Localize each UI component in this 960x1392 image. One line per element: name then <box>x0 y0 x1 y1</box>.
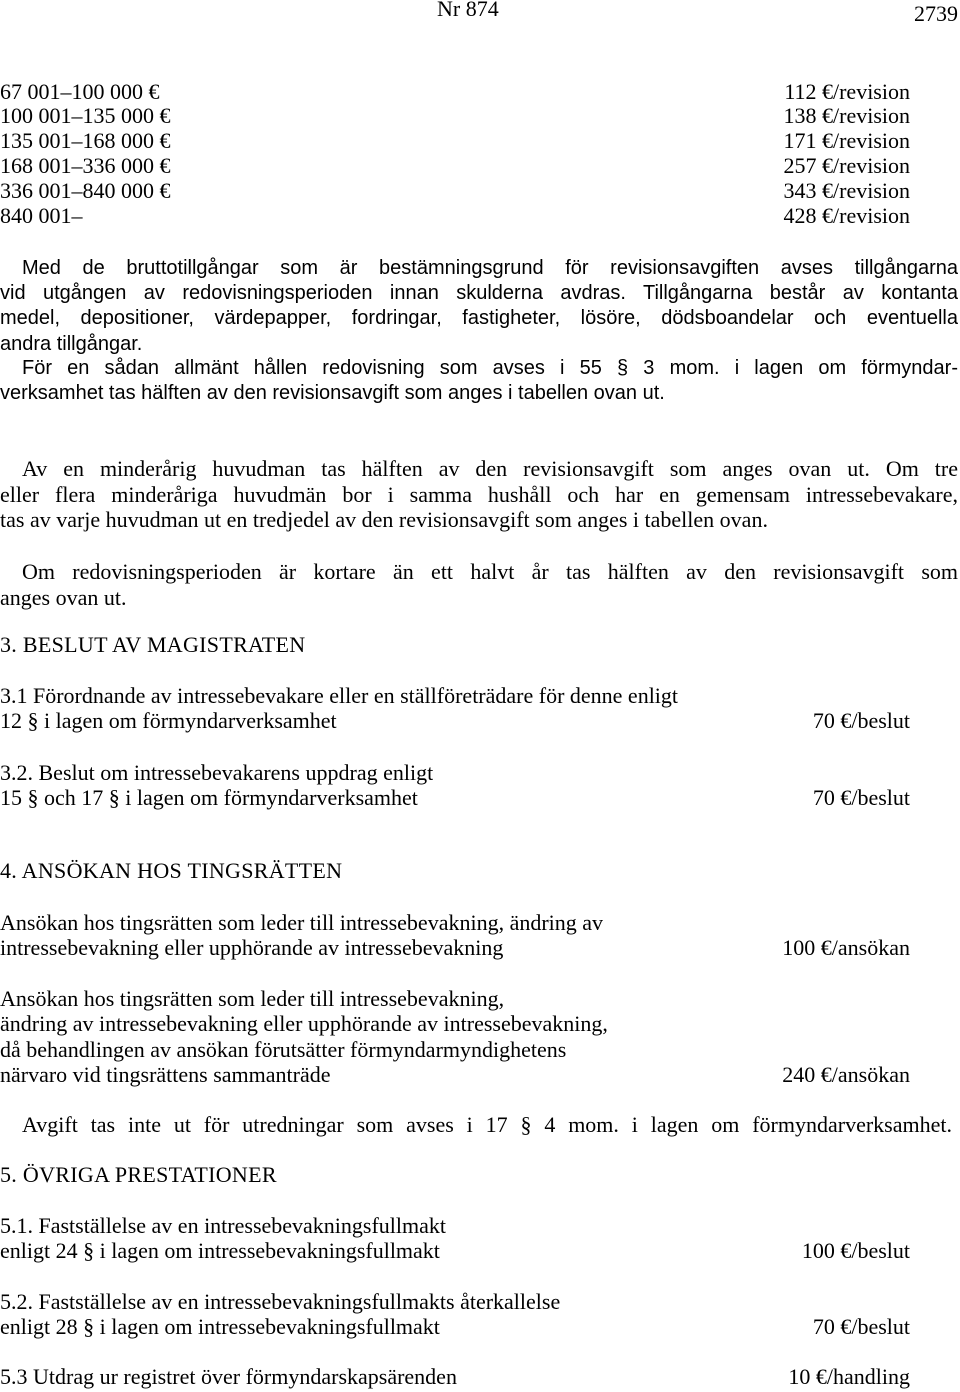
fee-table-row <box>0 203 960 229</box>
item-text-line: enligt 28 § i lagen om intressebevakningsfullmakt <box>0 1314 440 1339</box>
item-text-line: närvaro vid tingsrättens sammanträde <box>0 1062 331 1087</box>
fee-row <box>0 1062 960 1088</box>
fee-table-row <box>0 178 960 204</box>
item-text-line: 5.2. Fastställelse av en intressebevakningsfullmakts återkallelse <box>0 1289 561 1314</box>
fee-table-row <box>0 153 960 179</box>
minor-principal-line-1: Av en minderårig huvudman tas hälften av den revisionsavgift som anges ovan ut. Om tre <box>22 456 958 481</box>
revision-fee: 428 €/revision <box>783 203 910 228</box>
revision-fee: 171 €/revision <box>783 128 910 153</box>
fee-row <box>0 935 960 961</box>
item-text-line: då behandlingen av ansökan förutsätter förmyndarmyndighetens <box>0 1037 567 1062</box>
short-period-line-1: Om redovisningsperioden är kortare än ett halvt år tas hälften av den revisionsavgift som <box>22 559 958 584</box>
page-number: 2739 <box>914 1 958 26</box>
fee-amount: 100 €/ansökan <box>782 935 910 960</box>
fee-amount: 10 €/handling <box>788 1364 910 1389</box>
item-text-line: ändring av intressebevakning eller upphörande av intressebevakning, <box>0 1011 608 1036</box>
fee-amount: 240 €/ansökan <box>782 1062 910 1087</box>
fee-row <box>0 1238 960 1264</box>
fee-row <box>0 1364 960 1390</box>
gross-assets-line-1: Med de bruttotillgångar som är bestämningsgrund för revisionsavgiften avses tillgångarna <box>22 257 958 279</box>
revision-fee: 112 €/revision <box>784 79 910 104</box>
section-note: Avgift tas inte ut för utredningar som avses i 17 § 4 mom. i lagen om förmyndarverksamhet. <box>22 1112 952 1137</box>
item-text-line: 15 § och 17 § i lagen om förmyndarverksamhet <box>0 785 418 810</box>
item-text-line: Ansökan hos tingsrätten som leder till intressebevakning, <box>0 986 505 1011</box>
section-heading: 4. ANSÖKAN HOS TINGSRÄTTEN <box>0 858 343 883</box>
fee-row <box>0 785 960 811</box>
item-text-line: intressebevakning eller upphörande av intressebevakning <box>0 935 504 960</box>
minor-principal-line-3: tas av varje huvudman ut en tredjedel av den revisionsavgift som anges i tabellen ovan. <box>0 507 768 532</box>
fee-amount: 70 €/beslut <box>812 708 910 733</box>
asset-range: 135 001–168 000 € <box>0 128 171 153</box>
fee-table-row <box>0 128 960 154</box>
asset-range: 336 001–840 000 € <box>0 178 171 203</box>
fee-table-row <box>0 103 960 129</box>
section-heading: 5. ÖVRIGA PRESTATIONER <box>0 1162 277 1187</box>
revision-fee: 343 €/revision <box>783 178 910 203</box>
item-text-line: 3.2. Beslut om intressebevakarens uppdrag enligt <box>0 760 434 785</box>
fee-row <box>0 1314 960 1340</box>
item-text-line: Ansökan hos tingsrätten som leder till intressebevakning, ändring av <box>0 910 604 935</box>
fee-row <box>0 708 960 734</box>
item-text-line: 3.1 Förordnande av intressebevakare eller en ställföreträdare för denne enligt <box>0 683 679 708</box>
minor-principal-line-2: eller flera minderåriga huvudmän bor i samma hushåll och har en gemensam intressebevakare, <box>0 482 958 507</box>
asset-range: 840 001– <box>0 203 83 228</box>
gross-assets-line-3: medel, depositioner, värdepapper, fordringar, fastigheter, lösöre, dödsboandelar och eventuella <box>0 307 958 329</box>
asset-range: 100 001–135 000 € <box>0 103 171 128</box>
general-account-line-2: verksamhet tas hälften av den revisionsavgift som anges i tabellen ovan ut. <box>0 382 665 404</box>
section-heading: 3. BESLUT AV MAGISTRATEN <box>0 632 306 657</box>
fee-amount: 70 €/beslut <box>812 1314 910 1339</box>
revision-fee: 138 €/revision <box>783 103 910 128</box>
gross-assets-line-4: andra tillgångar. <box>0 333 143 355</box>
general-account-line-1: För en sådan allmänt hållen redovisning som avses i 55 § 3 mom. i lagen om förmyndar- <box>22 357 958 379</box>
fee-amount: 70 €/beslut <box>812 785 910 810</box>
asset-range: 67 001–100 000 € <box>0 79 160 104</box>
item-text-line: 5.1. Fastställelse av en intressebevakningsfullmakt <box>0 1213 447 1238</box>
fee-amount: 100 €/beslut <box>801 1238 910 1263</box>
short-period-line-2: anges ovan ut. <box>0 585 127 610</box>
fee-table-row <box>0 79 960 105</box>
document-number: Nr 874 <box>437 0 499 21</box>
item-text-line: 5.3 Utdrag ur registret över förmyndarskapsärenden <box>0 1364 457 1389</box>
item-text-line: 12 § i lagen om förmyndarverksamhet <box>0 708 337 733</box>
item-text-line: enligt 24 § i lagen om intressebevakningsfullmakt <box>0 1238 440 1263</box>
gross-assets-line-2: vid utgången av redovisningsperioden innan skulderna avdras. Tillgångarna består av kontanta <box>0 282 958 304</box>
asset-range: 168 001–336 000 € <box>0 153 171 178</box>
revision-fee: 257 €/revision <box>783 153 910 178</box>
